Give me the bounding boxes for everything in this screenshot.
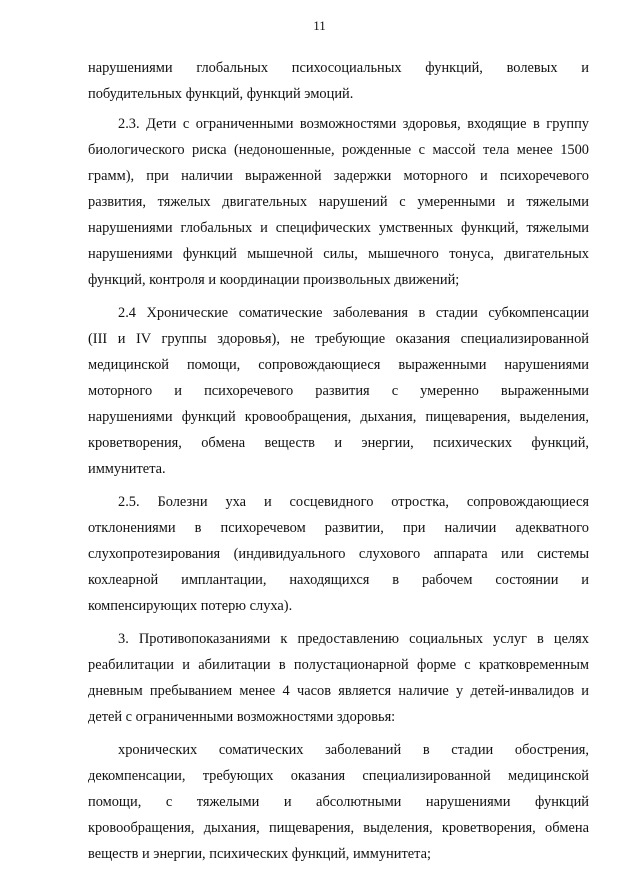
text-line: детей с ограниченными возможностями здоровья: xyxy=(88,709,396,725)
text-line: декомпенсации, требующих оказания специализированной медицинской xyxy=(88,768,589,784)
text-line: отклонениями в психоречевом развитии, при наличии адекватного xyxy=(88,520,589,536)
text-line: нарушениями глобальных психосоциальных функций, волевых и xyxy=(88,60,589,76)
text-line: 2.3. Дети с ограниченными возможностями здоровья, входящие в группу xyxy=(118,116,589,132)
text-line: нарушениями глобальных и специфических умственных функций, тяжелыми xyxy=(88,220,589,236)
text-line: медицинской помощи, сопровождающиеся выраженными нарушениями xyxy=(88,357,589,373)
text-line: дневным пребыванием менее 4 часов является наличие у детей-инвалидов и xyxy=(88,683,589,699)
text-line: слухопротезирования (индивидуального слухового аппарата или системы xyxy=(88,546,589,562)
text-line: помощи, с тяжелыми и абсолютными нарушениями функций xyxy=(88,794,589,810)
text-line: биологического риска (недоношенные, рожденные с массой тела менее 1500 xyxy=(88,142,589,158)
text-line: кохлеарной имплантации, находящихся в рабочем состоянии и xyxy=(88,572,589,588)
text-line: нарушениями функций мышечной силы, мышечного тонуса, двигательных xyxy=(88,246,589,262)
document-body xyxy=(88,55,589,867)
text-line: 2.5. Болезни уха и сосцевидного отростка, сопровождающиеся xyxy=(118,494,589,510)
text-line: побудительных функций, функций эмоций. xyxy=(88,86,354,102)
text-line: нарушениями функций кровообращения, дыхания, пищеварения, выделения, xyxy=(88,409,589,425)
text-line: иммунитета. xyxy=(88,461,166,477)
text-line: хронических соматических заболеваний в стадии обострения, xyxy=(118,742,589,758)
text-line: кроветворения, обмена веществ и энергии, психических функций, xyxy=(88,435,589,451)
page-number: 11 xyxy=(313,18,326,33)
text-line: реабилитации и абилитации в полустационарной форме с кратковременным xyxy=(88,657,589,673)
text-line: кровообращения, дыхания, пищеварения, выделения, кроветворения, обмена xyxy=(88,820,589,836)
text-line: моторного и психоречевого развития с умеренно выраженными xyxy=(88,383,589,399)
text-line: веществ и энергии, психических функций, иммунитета; xyxy=(88,846,431,862)
text-line: (III и IV группы здоровья), не требующие оказания специализированной xyxy=(88,331,589,347)
text-line: 2.4 Хронические соматические заболевания в стадии субкомпенсации xyxy=(118,305,589,321)
text-line: развития, тяжелых двигательных нарушений с умеренными и тяжелыми xyxy=(88,194,589,210)
text-line: грамм), при наличии выраженной задержки моторного и психоречевого xyxy=(88,168,589,184)
text-line: функций, контроля и координации произвольных движений; xyxy=(88,272,460,288)
text-line: компенсирующих потерю слуха). xyxy=(88,598,293,614)
text-line: 3. Противопоказаниями к предоставлению социальных услуг в целях xyxy=(118,631,589,647)
